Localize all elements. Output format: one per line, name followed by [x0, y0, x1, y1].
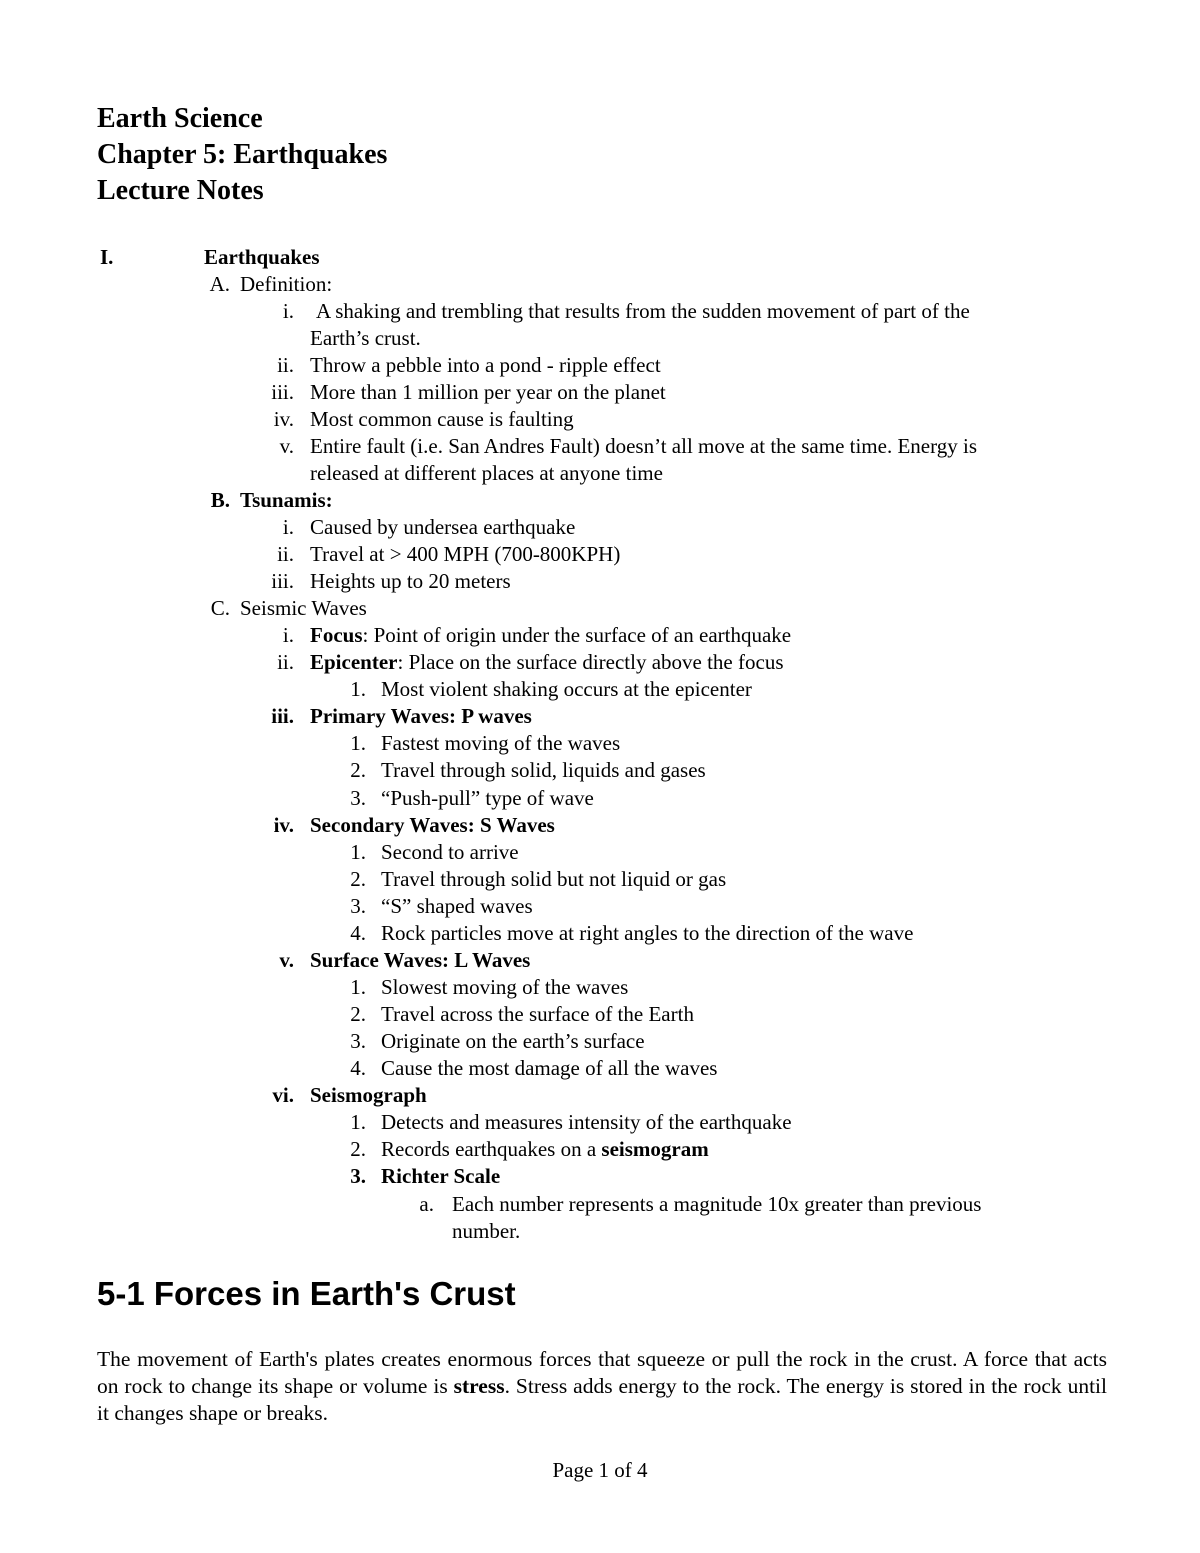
subsection-title: Seismic Waves — [240, 596, 367, 620]
outline-marker: 1. — [350, 677, 366, 701]
outline-marker: ii. — [277, 650, 294, 674]
outline-marker: i. — [282, 515, 294, 539]
outline-marker: ii. — [277, 353, 294, 377]
list-item: More than 1 million per year on the planet — [310, 380, 666, 404]
outline-marker: iv. — [273, 813, 294, 837]
outline-marker: v. — [279, 948, 294, 972]
subsection-title: Definition: — [240, 272, 333, 296]
doc-subtitle: Lecture Notes — [97, 175, 264, 206]
list-item: Originate on the earth’s surface — [381, 1029, 645, 1053]
list-item: Slowest moving of the waves — [381, 975, 629, 999]
page-number: Page 1 of 4 — [552, 1458, 648, 1482]
list-item — [310, 649, 784, 676]
outline-marker: 3. — [350, 1029, 366, 1053]
outline-marker: 2. — [350, 867, 366, 891]
outline-marker: 1. — [350, 975, 366, 999]
list-item: Each number represents a magnitude 10x greater than previous — [452, 1192, 982, 1216]
epicenter-definition: : Place on the surface directly above the focus — [397, 650, 784, 674]
list-item: Second to arrive — [381, 840, 519, 864]
list-item: Detects and measures intensity of the earthquake — [381, 1110, 792, 1134]
wave-heading: Seismograph — [310, 1083, 427, 1107]
wave-heading: Primary Waves: P waves — [310, 704, 532, 728]
outline-marker: 1. — [350, 731, 366, 755]
outline-marker: 3. — [350, 894, 366, 918]
focus-definition: : Point of origin under the surface of an earthquake — [362, 623, 792, 647]
list-item: Travel through solid, liquids and gases — [381, 758, 706, 782]
list-item: Throw a pebble into a pond - ripple effect — [310, 353, 661, 377]
section-title: Earthquakes — [204, 245, 320, 269]
list-item: “S” shaped waves — [381, 894, 533, 918]
seismogram-text: Records earthquakes on a — [381, 1137, 602, 1161]
list-item-continued: Earth’s crust. — [310, 326, 421, 350]
outline-marker: 2. — [350, 758, 366, 782]
outline-marker: 3. — [350, 786, 366, 810]
list-item: Travel across the surface of the Earth — [381, 1002, 694, 1026]
wave-heading: Surface Waves: L Waves — [310, 948, 531, 972]
outline-marker: 2. — [350, 1137, 366, 1161]
outline-marker: v. — [279, 434, 294, 458]
term-seismogram: seismogram — [601, 1137, 709, 1161]
list-item: Most violent shaking occurs at the epicenter — [381, 677, 752, 701]
list-item — [381, 1136, 709, 1163]
subsection-title: Tsunamis: — [240, 488, 333, 512]
outline-marker: 2. — [350, 1002, 366, 1026]
section-heading: 5-1 Forces in Earth's Crust — [97, 1275, 516, 1312]
wave-heading: Secondary Waves: S Waves — [310, 813, 555, 837]
outline-marker: 3. — [350, 1164, 366, 1188]
list-item: Travel through solid but not liquid or gas — [381, 867, 727, 891]
list-item: Cause the most damage of all the waves — [381, 1056, 718, 1080]
list-item: Most common cause is faulting — [310, 407, 574, 431]
list-item-continued: released at different places at anyone time — [310, 461, 663, 485]
outline-marker: vi. — [272, 1083, 294, 1107]
outline-marker: B. — [210, 488, 230, 512]
term-focus: Focus — [310, 623, 363, 647]
outline-marker: i. — [282, 299, 294, 323]
paragraph-text: . Stress adds energy to the rock. The energy is stored in the rock until it changes shape or breaks. — [97, 1374, 1107, 1425]
outline-marker: A. — [209, 272, 230, 296]
list-item: Fastest moving of the waves — [381, 731, 621, 755]
outline-marker: iii. — [271, 704, 294, 728]
list-item: Heights up to 20 meters — [310, 569, 511, 593]
outline-marker: iii. — [271, 380, 294, 404]
outline-marker: ii. — [277, 542, 294, 566]
list-item: Entire fault (i.e. San Andres Fault) doesn’t all move at the same time. Energy is — [310, 434, 977, 458]
outline-marker: iv. — [273, 407, 294, 431]
list-item: A shaking and trembling that results from the sudden movement of part of the — [316, 299, 970, 323]
section-marker: I. — [100, 245, 114, 269]
term-stress: stress — [453, 1374, 505, 1398]
outline-marker: iii. — [271, 569, 294, 593]
outline-marker: 1. — [350, 1110, 366, 1134]
list-item: “Push-pull” type of wave — [381, 786, 594, 810]
list-item — [310, 622, 791, 649]
outline-marker: 4. — [350, 1056, 366, 1080]
term-epicenter: Epicenter — [310, 650, 398, 674]
doc-title: Earth Science — [97, 103, 263, 134]
outline-marker: a. — [419, 1192, 434, 1216]
list-item: Rock particles move at right angles to the direction of the wave — [381, 921, 914, 945]
outline-marker: i. — [282, 623, 294, 647]
list-item: Richter Scale — [381, 1164, 501, 1188]
list-item: Caused by undersea earthquake — [310, 515, 576, 539]
chapter-title: Chapter 5: Earthquakes — [97, 139, 388, 170]
list-item: Travel at > 400 MPH (700-800KPH) — [310, 542, 621, 566]
outline-marker: 4. — [350, 921, 366, 945]
paragraph-text: The movement of Earth's plates creates enormous forces that squeeze or pull the rock in the crust. A force that acts on rock to change its shape or volume is — [97, 1347, 1107, 1398]
body-paragraph — [97, 1346, 1107, 1427]
outline-marker: 1. — [350, 840, 366, 864]
outline-marker: C. — [210, 596, 230, 620]
list-item-continued: number. — [452, 1219, 521, 1243]
